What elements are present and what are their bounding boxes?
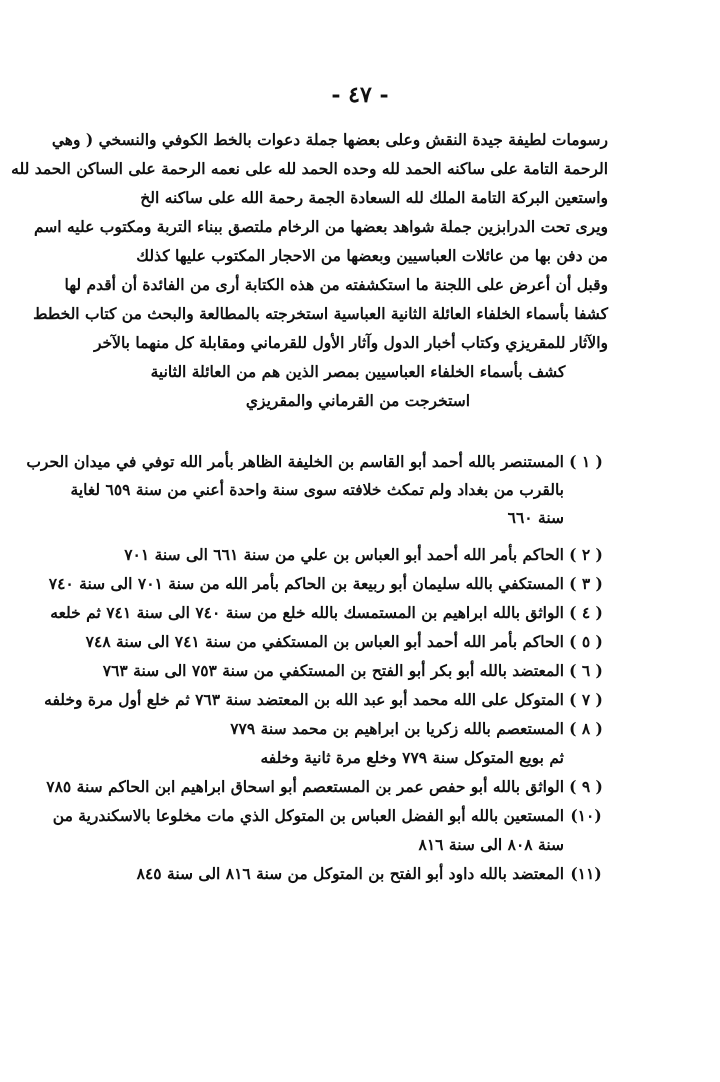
entry-number: ( ٨ )	[569, 719, 603, 738]
intro-line: وقبل أن أعرض على اللجنة ما استكشفته من هذه الكتابة أرى من الفائدة أن أقدم لها	[64, 275, 608, 294]
entry-text: المستعين بالله أبو الفضل العباس بن المتوكل الذي مات مخلوعا بالاسكندرية من	[52, 806, 564, 825]
entry-text: المعتضد بالله داود أبو الفتح بن المتوكل من سنة ٨١٦ الى سنة ٨٤٥	[136, 864, 564, 883]
entry-number: ( ٣ )	[569, 574, 603, 593]
list-entry-1	[26, 448, 608, 476]
entry-number: ( ٤ )	[569, 603, 603, 622]
entry-text: الواثق بالله ابراهيم بن المستمسك بالله خلع من سنة ٧٤٠ الى سنة ٧٤١ ثم خلعه	[50, 603, 564, 622]
list-entry-7	[44, 685, 608, 714]
caliphs-list	[26, 448, 608, 532]
list-entry-9	[46, 772, 608, 801]
list-entry-8	[108, 714, 608, 743]
list-heading: كشف بأسماء الخلفاء العباسيين بمصر الذين هم من العائلة الثانية	[150, 362, 566, 381]
list-entry-5	[85, 627, 608, 656]
intro-line: الرحمة التامة على ساكنه الحمد لله وحده الحمد لله على نعمه الرحمة على الساكن الحمد لله	[11, 159, 608, 178]
list-entry-6	[102, 656, 608, 685]
entry-number: ( ٩ )	[569, 777, 603, 796]
intro-line: رسومات لطيفة جيدة النقش وعلى بعضها جملة دعوات بالخط الكوفي والنسخي ( وهي	[51, 130, 608, 149]
entry-text: المستعصم بالله زكريا بن ابراهيم بن محمد سنة ٧٧٩	[230, 719, 564, 738]
list-entry-4	[50, 598, 608, 627]
list-entry-3	[48, 569, 608, 598]
entry-continuation: سنة ٦٦٠	[507, 508, 564, 527]
caliphs-list-cont	[44, 540, 608, 888]
entry-number: ( ١ )	[569, 452, 603, 471]
intro-line: كشفا بأسماء الخلفاء العائلة الثانية العباسية استخرجته بالمطالعة والبحث من كتاب الخطط	[33, 304, 608, 323]
entry-text: المتوكل على الله محمد أبو عبد الله بن المعتضد سنة ٧٦٣ ثم خلع أول مرة وخلفه	[44, 690, 564, 709]
intro-line: من دفن بها من عائلات العباسيين وبعضها من الاحجار المكتوب عليها كذلك	[136, 246, 608, 265]
entry-text: الواثق بالله أبو حفص عمر بن المستعصم أبو اسحاق ابراهيم ابن الحاكم سنة ٧٨٥	[46, 777, 564, 796]
entry-number: ( ٧ )	[569, 690, 603, 709]
list-entry-2	[108, 540, 608, 569]
list-subheading: استخرجت من القرماني والمقريزي	[245, 391, 471, 410]
page-number: - ٤٧ -	[331, 82, 389, 108]
entry-text: المستنصر بالله أحمد أبو القاسم بن الخليفة الظاهر بأمر الله توفي في ميدان الحرب	[26, 452, 564, 471]
entry-number: ( ٢ )	[569, 545, 603, 564]
entry-text: المستكفي بالله سليمان أبو ربيعة بن الحاكم بأمر الله من سنة ٧٠١ الى سنة ٧٤٠	[48, 574, 564, 593]
entry-continuation: سنة ٨٠٨ الى سنة ٨١٦	[418, 835, 564, 854]
entry-text: الحاكم بأمر الله أحمد أبو العباس بن علي من سنة ٦٦١ الى سنة ٧٠١	[124, 545, 564, 564]
entry-number: (١٠)	[570, 806, 602, 825]
entry-number: ( ٦ )	[569, 661, 603, 680]
list-entry-10	[52, 801, 608, 830]
list-entry-11	[108, 859, 608, 888]
entry-continuation: بالقرب من بغداد ولم تمكث خلافته سوى سنة واحدة أعني من سنة ٦٥٩ لغاية	[70, 480, 564, 499]
intro-line: واستعين البركة التامة الملك لله السعادة الجمة رحمة الله على ساكنه الخ	[140, 188, 608, 207]
entry-continuation: ثم بويع المتوكل سنة ٧٧٩ وخلع مرة ثانية وخلفه	[260, 748, 564, 767]
intro-line: ويرى تحت الدرابزين جملة شواهد بعضها من الرخام ملتصق ببناء التربة ومكتوب عليه اسم	[33, 217, 608, 236]
entry-text: الحاكم بأمر الله أحمد أبو العباس بن المستكفي من سنة ٧٤١ الى سنة ٧٤٨	[85, 632, 564, 651]
entry-number: ( ٥ )	[569, 632, 603, 651]
intro-line: والآثار للمقريزي وكتاب أخبار الدول وآثار الأول للقرماني ومقابلة كل منهما بالآخر	[93, 333, 608, 352]
entry-text: المعتضد بالله أبو بكر أبو الفتح بن المستكفي من سنة ٧٥٣ الى سنة ٧٦٣	[102, 661, 564, 680]
entry-number: (١١)	[570, 864, 602, 883]
intro-paragraph	[11, 128, 608, 418]
